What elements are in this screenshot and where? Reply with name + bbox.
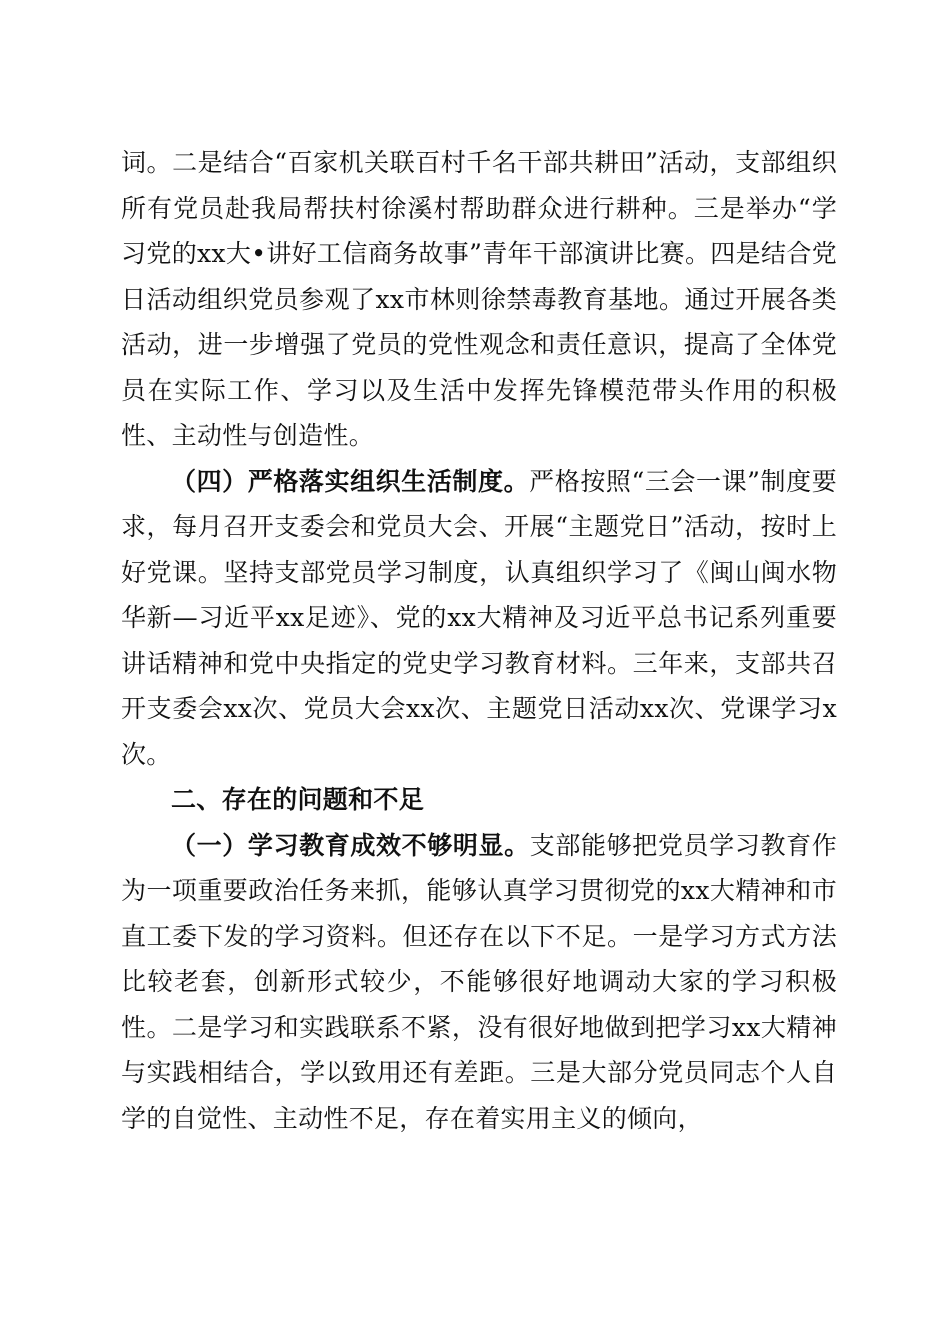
paragraph-activities: 词。二是结合“百家机关联百村千名干部共耕田”活动，支部组织所有党员赴我局帮扶村徐溪村帮助群众进行耕种。三是举办“学习党的xx大•讲好工信商务故事”青年干部演讲比赛。四是结合党日活动组织党员参观了xx市林则徐禁毒教育基地。通过开展各类活动，进一步增强了党员的党性观念和责任意识，提高了全体党员在实际工作、学习以及生活中发挥先锋模范带头作用的积极性、主动性与创造性。 xyxy=(121,148,837,450)
paragraph-lead-four: （四）严格落实组织生活制度。 xyxy=(171,466,530,496)
document-body xyxy=(121,140,837,1141)
paragraph-body-four: 严格按照“三会一课”制度要求，每月召开支委会和党员大会、开展“主题党日”活动，按时上好党课。坚持支部党员学习制度，认真组织学习了《闽山闽水物华新—习近平xx足迹》、党的xx大精神及习近平总书记系列重要讲话精神和党中央指定的党史学习教育材料。三年来，支部共召开支委会xx次、党员大会xx次、主题党日活动xx次、党课学习x次。 xyxy=(121,466,838,769)
section-heading-problems: 二、存在的问题和不足 xyxy=(171,785,425,814)
paragraph-body-one: 支部能够把党员学习教育作为一项重要政治任务来抓，能够认真学习贯彻党的xx大精神和市直工委下发的学习资料。但还存在以下不足。一是学习方式方法比较老套，创新形式较少，不能够很好地调动大家的学习积极性。二是学习和实践联系不紧，没有很好地做到把学习xx大精神与实践相结合，学以致用还有差距。三是大部分党员同志个人自学的自觉性、主动性不足，存在着实用主义的倾向， xyxy=(121,830,838,1133)
paragraph-study-education xyxy=(121,823,837,1142)
paragraph-lead-one: （一）学习教育成效不够明显。 xyxy=(171,830,530,860)
paragraph-organization-life xyxy=(121,459,837,778)
